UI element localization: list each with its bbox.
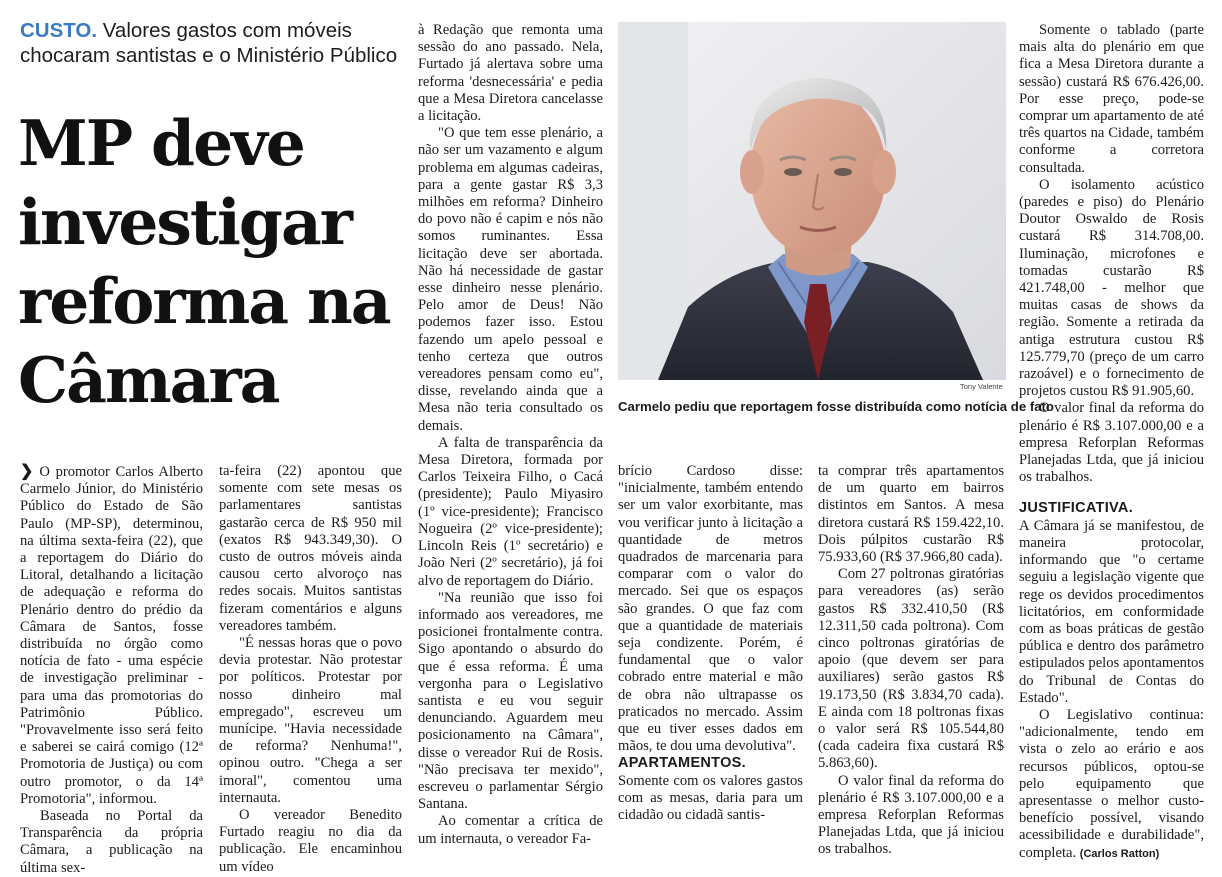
headline-line-3: reforma na: [18, 264, 390, 338]
portrait-photo: [618, 22, 1006, 380]
paragraph: A Câmara já se manifestou, de maneira protocolar, informando que "o certame seguiu a legislação vigente que rege os devidos procedimentos licitatórios, em conformidade com as boas práticas de gestão pública e dentro dos parâmetro estipulados pelos apontamentos do Tribunal de Contas do Estado".: [1019, 517, 1204, 706]
paragraph: Somente o tablado (parte mais alta do plenário em que fica a Mesa Diretora durante a sessão) custará R$ 676.426,00. Por esse preço, pode-se comprar um apartamento de até três quartos na Cidade, também conforme a corretora consultada.: [1019, 22, 1204, 176]
paragraph: Baseada no Portal da Transparência da própria Câmara, a publicação na última sex-: [20, 808, 203, 876]
kicker-tag: CUSTO.: [20, 19, 98, 42]
headline-line-2: investigar: [18, 185, 351, 259]
paragraph-text: O Legislativo continua: "adicionalmente, tendo em vista o zelo ao erário e aos recursos públicos, optou-se pelo equipamento que apresentasse o melhor custo-benefício possível, visando acessibilidade e durabilidade", completa.: [1019, 706, 1204, 861]
kicker-text: Valores gastos com móveis chocaram santistas e o Ministério Público: [20, 19, 398, 67]
paragraph: "O que tem esse plenário, a não ser um vazamento e algum problema em algumas cadeiras, para a gente gastar R$ 3,3 milhões em reforma? Dinheiro do povo não é capim e nós não somos ruminantes. Essa licitação deve ser abortada. Não há necessidade de gastar esse dinheiro nesse plenário. Pelo amor de Deus! Não podemos fazer isso. Estou fazendo um apelo pessoal e tenho certeza que outros vereadores pensam como eu", disse, revelando ainda que a Mesa não teria consultado os demais.: [418, 125, 603, 434]
paragraph: brício Cardoso disse: "inicialmente, também entendo ser um valor exorbitante, mas vou verificar junto à licitação a quantidade de metros quadrados de marcenaria para comparar com o valor do mercado. Sei que os espaços são grandes. O que faz com que a quantidade de materiais seja condizente. Porém, é fundamental que o valor cobrado entre material e mão de obra não ultrapasse os praticados no mercado. Assim que eu tiver esses dados em mãos, te dou uma devolutiva".: [618, 463, 803, 755]
kicker: [20, 18, 400, 68]
article-column-1: [20, 463, 203, 877]
paragraph: [20, 463, 203, 808]
paragraph: ta comprar três apartamentos de um quarto em bairros distintos em Santos. A mesa diretora custará R$ 159.422,10. Dois púlpitos custarão R$ 75.933,60 (R$ 37.966,80 cada).: [818, 463, 1004, 566]
author-signature: (Carlos Ratton): [1079, 847, 1160, 860]
subheading-apartamentos: APARTAMENTOS.: [618, 755, 746, 772]
paragraph: O isolamento acústico (paredes e piso) do Plenário Doutor Oswaldo de Rosis custará R$ 314.708,00. Iluminação, microfones e tomadas custarão R$ 421.748,00 - melhor que muitas casas de shows da região. Somente a retirada da antiga estrutura custou R$ 125.779,70 (preço de um carro razoável) e o fornecimento de projetos custou R$ 91.905,60.: [1019, 176, 1204, 400]
chevron-right-icon: ❯: [20, 463, 34, 480]
headline-line-4: Câmara: [18, 343, 279, 417]
paragraph: O vereador Benedito Furtado reagiu no dia da publicação. Ele encaminhou um vídeo: [219, 807, 402, 875]
article-column-6: [1019, 22, 1204, 863]
photo-credit: Tony Valente: [960, 382, 1003, 391]
paragraph: Somente com os valores gastos com as mesas, daria para um cidadão ou cidadã santis-: [618, 772, 803, 824]
paragraph: O valor final da reforma do plenário é R$ 3.107.000,00 e a empresa Reforplan Reformas Planejadas Ltda, que já iniciou os trabalhos.: [1019, 400, 1204, 486]
article-column-5: [818, 463, 1004, 859]
paragraph: O valor final da reforma do plenário é R$ 3.107.000,00 e a empresa Reforplan Reformas Planejadas Ltda, que já iniciou os trabalhos.: [818, 772, 1004, 858]
paragraph: à Redação que remonta uma sessão do ano passado. Nela, Furtado já alertava sobre uma reforma 'desnecessária' e pedia que a Mesa Diretora cancelasse a licitação.: [418, 22, 603, 125]
article-column-2: [219, 463, 402, 876]
paragraph: "Na reunião que isso foi informado aos vereadores, me posicionei frontalmente contra. Sigo apontando o absurdo do que é essa reforma. É uma vergonha para o Legislativo santista e eu vou seguir denunciando. Aguardem meu posicionamento na Câmara", disse o vereador Rui de Rosis. "Não precisava ter mexido", escreveu o parlamentar Sérgio Santana.: [418, 589, 603, 813]
article-column-3: [418, 22, 603, 848]
paragraph: "É nessas horas que o povo devia protestar. Não protestar por políticos. Protestar por nosso dinheiro mal empregado", escreveu um munícipe. "Havia necessidade de reforma? Nenhuma!", opinou outro. "Chega a ser imoral", comentou uma internauta.: [219, 635, 402, 806]
paragraph: A falta de transparência da Mesa Diretora, formada por Carlos Teixeira Filho, o Cacá (presidente); Paulo Miyasiro (1º vice-presidente); Francisco Nogueira (2º vice-presidente); Lincoln Reis (1º secretário) e João Neri (2º secretário), já foi alvo de reportagem do Diário.: [418, 434, 603, 589]
paragraph: Ao comentar a crítica de um internauta, o vereador Fa-: [418, 813, 603, 847]
portrait-illustration: [618, 22, 1006, 380]
headline-line-1: MP deve: [18, 106, 304, 180]
article-column-4: [618, 463, 803, 824]
paragraph: [1019, 707, 1204, 863]
subheading-justificativa: JUSTIFICATIVA.: [1019, 500, 1134, 517]
photo-caption: Carmelo pediu que reportagem fosse distribuída como notícia de fato: [618, 399, 1054, 414]
headline: [18, 104, 403, 420]
paragraph-text: O promotor Carlos Alberto Carmelo Júnior, do Ministério Público do Estado de São Paulo (MP-SP), determinou, na última sexta-feira (22), que a reportagem do Diário do Litoral, detalhando a licitação de adequação e reforma do Plenário dentro do prédio da Câmara de Santos, fosse distribuída no órgão como notícia de fato - uma espécie de investigação preliminar - para uma das promotorias do Patrimônio Público. "Provavelmente isso será feito e saberei se cairá comigo (12ª Promotoria de Justiça) ou com outro promotor, o da 14ª Promotoria", informou.: [20, 464, 203, 807]
paragraph: ta-feira (22) apontou que somente com sete mesas os parlamentares santistas gastarão cerca de R$ 950 mil (exatos R$ 943.349,30). O custo de outros móveis ainda causou certo alvoroço nas redes socais. Muitos santistas fizeram comentários e alguns vereadores também.: [219, 463, 402, 634]
paragraph: Com 27 poltronas giratórias para vereadores (as) serão gastos R$ 332.410,50 (R$ 12.311,50 cada poltrona). Com cinco poltronas giratórias de apoio (que devem ser para auxiliares) serão gastos R$ 19.173,50 (R$ 3.834,70 cada). E ainda com 18 poltronas fixas o valor será R$ 105.544,80 (cada cadeira fixa custará R$ 5.863,60).: [818, 566, 1004, 772]
